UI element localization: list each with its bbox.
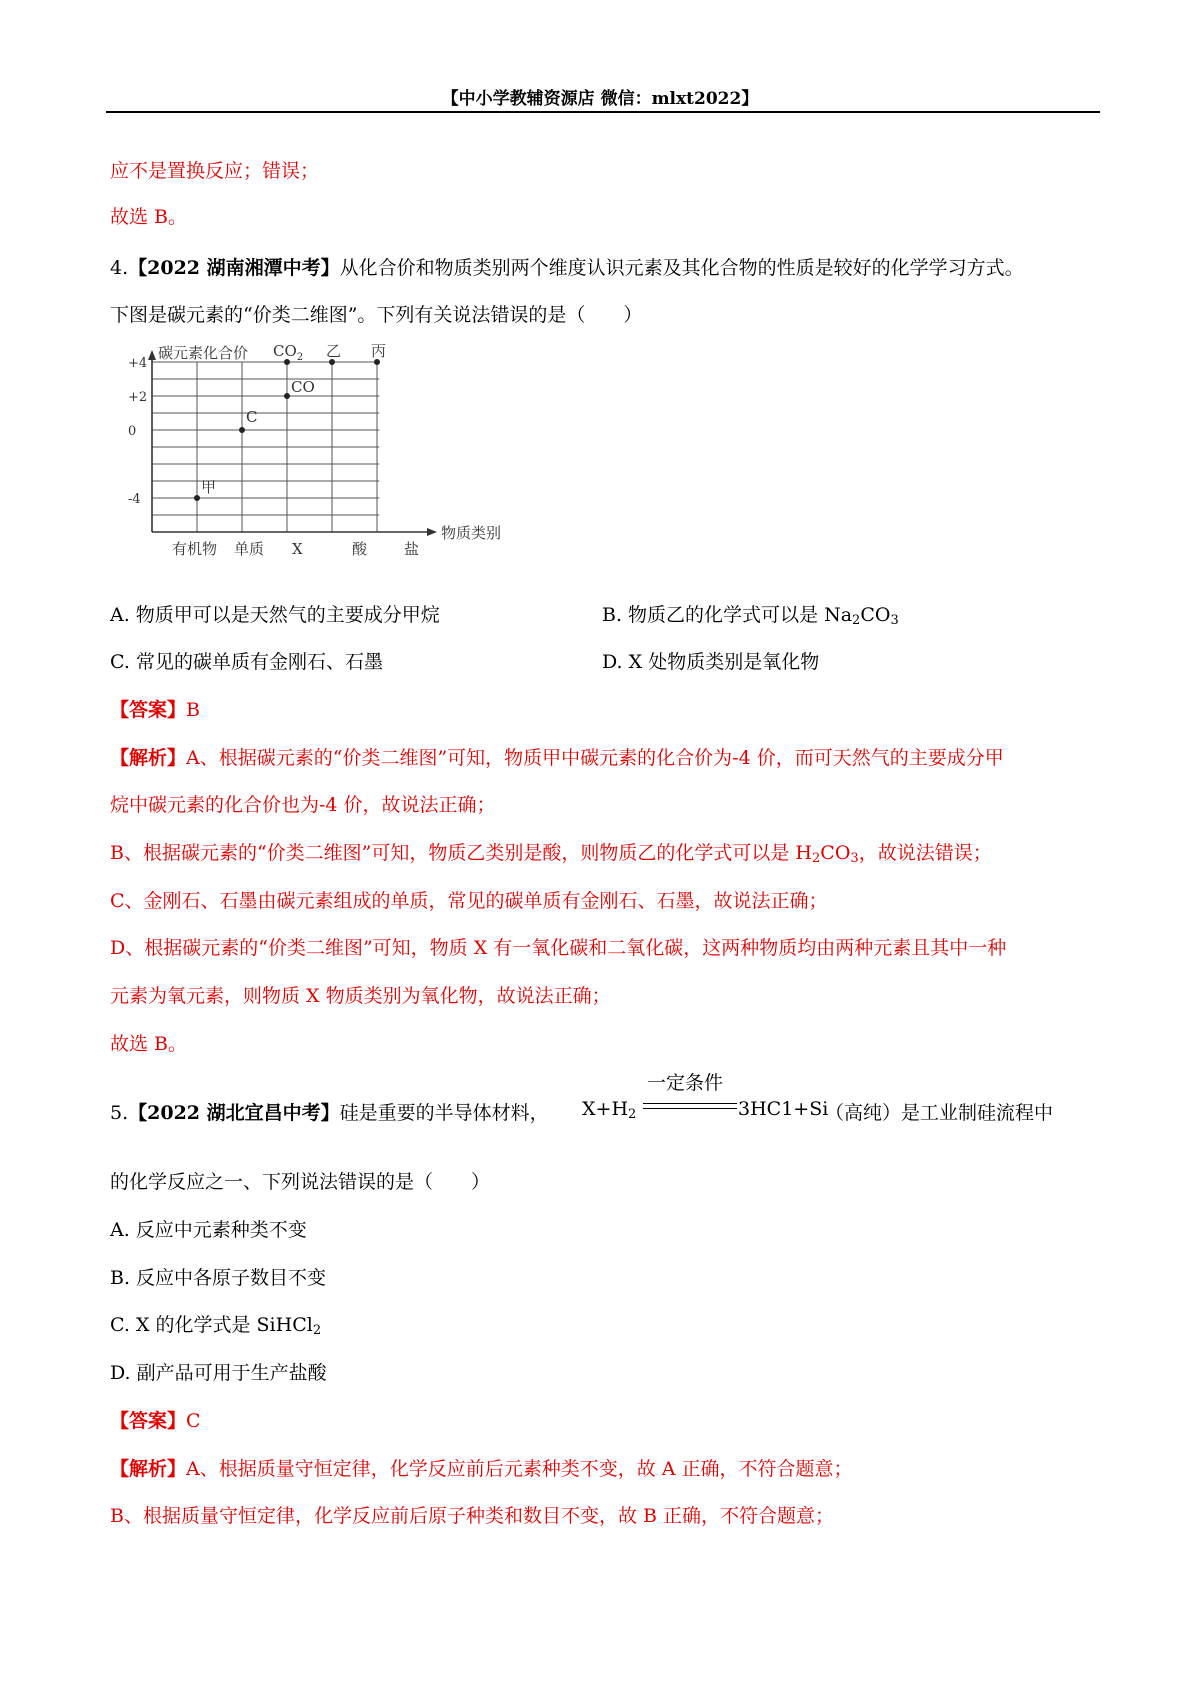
q4-analysis-c: C、金刚石、石墨由碳元素组成的单质，常见的碳单质有金刚石、石墨，故说法正确； [110, 890, 828, 912]
q4-analysis-a1 [110, 743, 1004, 770]
y-axis-arrow-icon [148, 350, 156, 360]
q5-equation [0, 1068, 1200, 1124]
chart-x-categories [172, 540, 419, 558]
q4-analysis-tag: 【解析】 [110, 747, 187, 769]
q4-source-tag: 【2022 湖南湘潭中考】 [128, 257, 340, 279]
q4-analysis-b-text: B、根据碳元素的“价类二维图”可知，物质乙类别是酸，则物质乙的化学式可以是 H [110, 842, 813, 864]
data-point-label: 甲 [201, 478, 217, 496]
q4-option-a: A. 物质甲可以是天然气的主要成分甲烷 [110, 604, 440, 626]
q5-eq-double-line [643, 1103, 737, 1109]
q4-option-b-text: B. 物质乙的化学式可以是 Na [602, 604, 853, 626]
q5-stem-text: 硅是重要的半导体材料， [339, 1102, 549, 1124]
q5-number: 5. [110, 1102, 129, 1124]
q4-analysis-d2: 元素为氧元素，则物质 X 物质类别为氧化物，故说法正确； [110, 985, 611, 1007]
chart-y-ticks [128, 356, 147, 507]
y-axis-label: 碳元素化合价 [158, 344, 249, 362]
q4-analysis-b-post: ，故说法错误； [858, 842, 992, 864]
y-tick-label: +4 [128, 356, 148, 371]
x-category-label: 有机物 [172, 540, 218, 558]
x-category-label: X [292, 540, 303, 558]
q4-stem-text: 从化合价和物质类别两个维度认识元素及其化合物的性质是较好的化学学习方式。 [339, 257, 1024, 279]
q5-analysis-a-text: A、根据质量守恒定律，化学反应前后元素种类不变，故 A 正确，不符合题意； [186, 1458, 853, 1480]
data-point-label: C [246, 408, 258, 426]
q5-option-b: B. 反应中各原子数目不变 [110, 1267, 327, 1289]
prev-analysis-line: 应不是置换反应；错误； [110, 160, 320, 182]
prev-choose-line: 故选 B。 [110, 206, 188, 228]
data-point [239, 427, 245, 433]
x-axis-label: 物质类别 [441, 524, 502, 542]
q4-answer-value: B [186, 699, 200, 721]
q4-option-d: D. X 处物质类别是氧化物 [602, 651, 820, 673]
data-point [194, 495, 200, 501]
header-divider [106, 111, 1100, 113]
q5-answer-value: C [186, 1410, 201, 1432]
q4-analysis-b-sub1: 2 [812, 851, 821, 866]
x-axis-arrow-icon [427, 528, 437, 536]
q5-option-d: D. 副产品可用于生产盐酸 [110, 1362, 327, 1384]
valence-class-chart [126, 342, 566, 580]
q4-stem-line2: 下图是碳元素的“价类二维图”。下列有关说法错误的是（ ） [110, 304, 643, 326]
chart-grid [152, 362, 379, 532]
data-point-label: 乙 [326, 342, 342, 360]
q5-source-tag: 【2022 湖北宜昌中考】 [128, 1102, 340, 1124]
q5-eq-condition: 一定条件 [647, 1072, 724, 1094]
data-point-label: $CO_2$ [273, 342, 304, 363]
q5-analysis-a [110, 1454, 853, 1481]
y-tick-label: -4 [128, 492, 141, 507]
chart-points [194, 342, 386, 501]
q4-analysis-d1: D、根据碳元素的“价类二维图”可知，物质 X 有一氧化碳和二氧化碳，这两种物质均由两种元素且其中一种 [110, 937, 1007, 959]
x-category-label: 盐 [404, 540, 420, 558]
q5-stem-post: （高纯）是工业制硅流程中 [825, 1102, 1054, 1124]
data-point-label: CO [291, 378, 315, 396]
q5-analysis-b: B、根据质量守恒定律，化学反应前后原子种类和数目不变，故 B 正确，不符合题意； [110, 1505, 835, 1527]
q5-option-c-sub: 2 [312, 1323, 322, 1338]
x-category-label: 酸 [352, 540, 368, 558]
q4-answer-tag: 【答案】 [110, 699, 187, 721]
q5-eq-left [582, 1098, 636, 1120]
y-tick-label: +2 [128, 390, 148, 405]
q5-analysis-tag: 【解析】 [110, 1458, 187, 1480]
y-tick-label: 0 [128, 424, 137, 439]
q4-answer [110, 695, 200, 722]
q5-answer-tag: 【答案】 [110, 1410, 187, 1432]
q5-stem-line2: 的化学反应之一、下列说法错误的是（ ） [110, 1171, 491, 1193]
q4-option-b [602, 600, 899, 627]
q4-analysis-b-sub2: 3 [850, 851, 859, 866]
x-category-label: 单质 [234, 540, 265, 558]
q4-number: 4. [110, 257, 129, 279]
q4-choose: 故选 B。 [110, 1033, 188, 1055]
q4-option-b-sub2: 3 [890, 613, 899, 628]
q4-analysis-a2: 烷中碳元素的化合价也为-4 价，故说法正确； [110, 794, 496, 816]
q4-analysis-a1-text: A、根据碳元素的“价类二维图”可知，物质甲中碳元素的化合价为-4 价，而可天然气的主要成分甲 [186, 747, 1004, 769]
page-header: 【中小学教辅资源店 微信：mlxt2022】 [441, 89, 759, 109]
chart-axes [148, 344, 501, 542]
q4-option-b-sub1: 2 [852, 613, 861, 628]
q5-option-a: A. 反应中元素种类不变 [110, 1219, 307, 1241]
q4-analysis-b [110, 838, 992, 865]
data-point-label: 丙 [371, 342, 387, 360]
q4-option-c: C. 常见的碳单质有金刚石、石墨 [110, 651, 383, 673]
q5-eq-right: 3HC1+Si [738, 1098, 829, 1120]
q5-eq-left-sub: 2 [628, 1107, 637, 1122]
q5-eq-left-text: X+H [582, 1098, 629, 1120]
q5-option-c-text: C. X 的化学式是 SiHCl [110, 1314, 313, 1336]
q4-option-b-mid: CO [860, 604, 891, 626]
q4-analysis-b-mid: CO [820, 842, 851, 864]
q4-stem-line1 [110, 253, 1024, 280]
q5-answer [110, 1406, 201, 1433]
q5-option-c [110, 1310, 321, 1337]
data-point [284, 393, 290, 399]
